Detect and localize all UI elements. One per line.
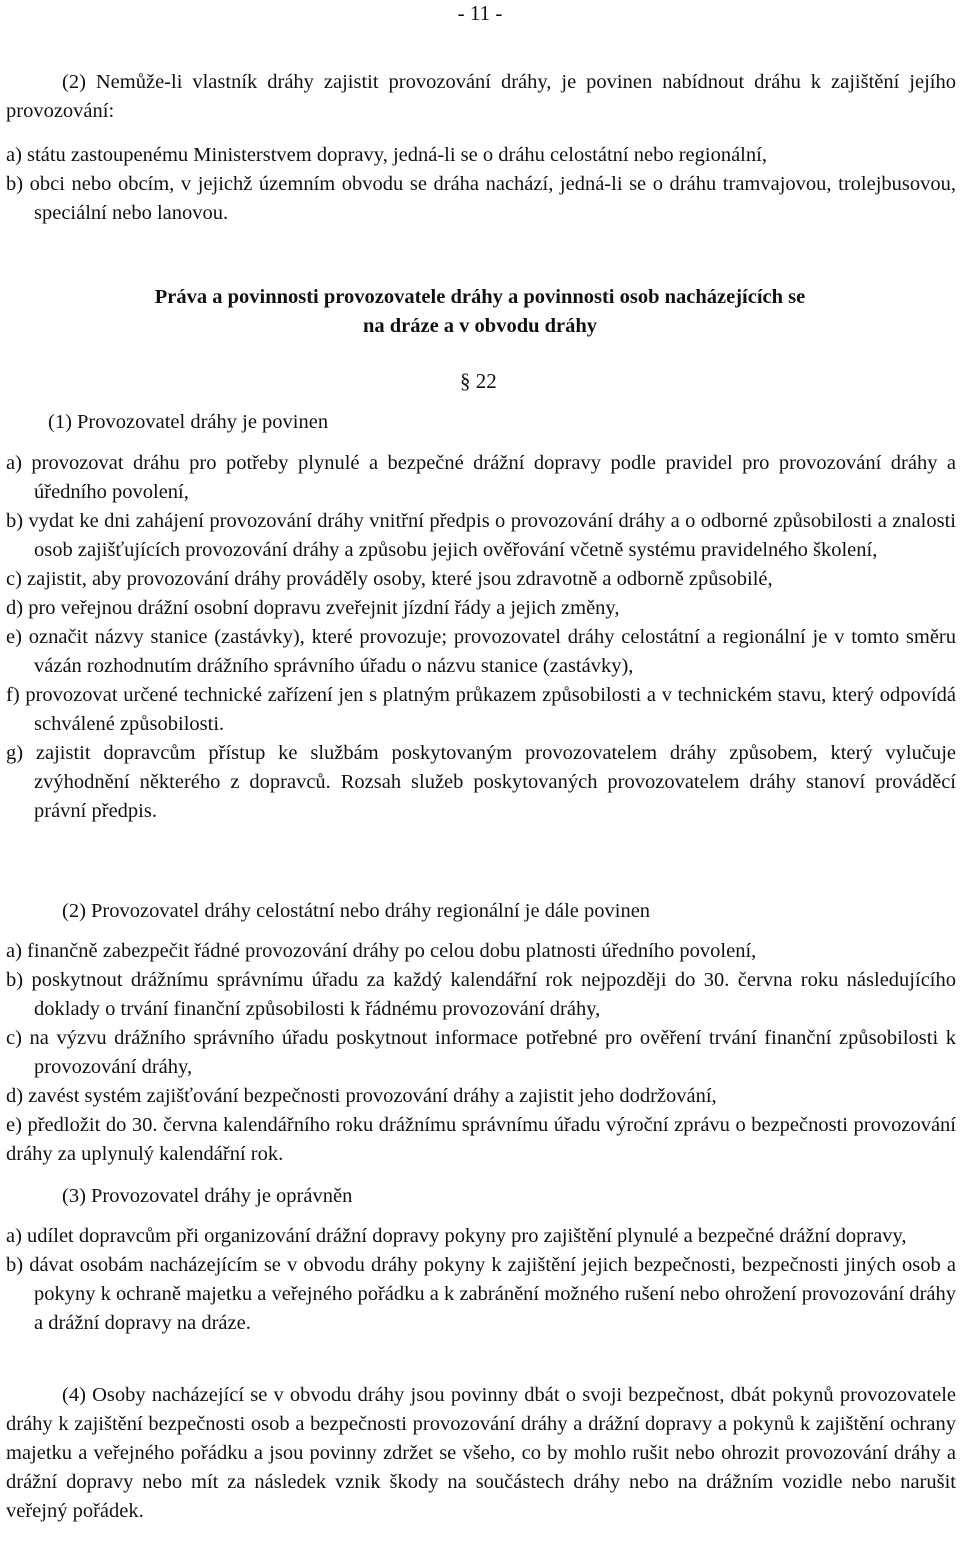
list-item: a) státu zastoupenému Ministerstvem dopravy, jedná-li se o dráhu celostátní nebo regionální,: [6, 144, 767, 166]
list-item: e) předložit do 30. června kalendářního roku drážnímu správnímu úřadu výroční zprávu o bezpečnosti provozování dráhy za uplynulý kalendářní rok.: [6, 1114, 956, 1165]
section-heading-line-2: na dráze a v obvodu dráhy: [362, 315, 598, 337]
intro-list: [6, 141, 956, 228]
list-item: e) označit názvy stanice (zastávky), které provozuje; provozovatel dráhy celostátní a regionální je v tomto směru vázán rozhodnutím drážního správního úřadu o názvu stanice (zastávky),: [6, 626, 956, 677]
paragraph-3-lead: (3) Provozovatel dráhy je oprávněn: [62, 1185, 353, 1207]
list-item: d) zavést systém zajišťování bezpečnosti provozování dráhy a zajistit jeho dodržování,: [6, 1085, 717, 1107]
list-item: a) provozovat dráhu pro potřeby plynulé a bezpečné drážní dopravy podle pravidel pro provozování dráhy a úředního povolení,: [6, 452, 956, 503]
list-item: b) vydat ke dni zahájení provozování dráhy vnitřní předpis o provozování dráhy a o odborné způsobilosti a znalosti osob zajišťujících provozování dráhy a způsobu jejich ověřování včetně systému pravidelného školení,: [6, 510, 956, 561]
paragraph-2-list: [6, 937, 956, 1169]
list-item: b) obci nebo obcím, v jejichž územním obvodu se dráha nachází, jedná-li se o dráhu tramvajovou, trolejbusovou, speciální nebo lanovou.: [6, 173, 956, 224]
list-item: d) pro veřejnou drážní osobní dopravu zveřejnit jízdní řády a jejich změny,: [6, 597, 620, 619]
list-item: b) poskytnout drážnímu správnímu úřadu za každý kalendářní rok nejpozději do 30. června roku následujícího doklady o trvání finanční způsobilosti k řádnému provozování dráhy,: [6, 969, 956, 1020]
list-item: a) udílet dopravcům při organizování drážní dopravy pokyny pro zajištění plynulé a bezpečné drážní dopravy,: [6, 1225, 907, 1247]
list-item: a) finančně zabezpečit řádné provozování dráhy po celou dobu platnosti úředního povolení,: [6, 940, 757, 962]
section-number: § 22: [460, 369, 497, 393]
list-item: g) zajistit dopravcům přístup ke službám poskytovaným provozovatelem dráhy způsobem, který vylučuje zvýhodnění některého z dopravců. Rozsah služeb poskytovaných provozovatelem dráhy stanoví prováděcí právní předpis.: [6, 742, 956, 822]
list-item: b) dávat osobám nacházejícím se v obvodu dráhy pokyny k zajištění jejich bezpečnosti, bezpečnosti jiných osob a pokyny k ochraně majetku a veřejného pořádku a k zabránění možného rušení nebo ohrožení provozování dráhy a drážní dopravy na dráze.: [6, 1254, 956, 1334]
list-item: f) provozovat určené technické zařízení jen s platným průkazem způsobilosti a v technickém stavu, který odpovídá schválené způsobilosti.: [6, 684, 956, 735]
paragraph-1-lead: (1) Provozovatel dráhy je povinen: [48, 411, 329, 433]
list-item: c) zajistit, aby provozování dráhy prováděly osoby, které jsou zdravotně a odborně způsobilé,: [6, 568, 773, 590]
list-item: c) na výzvu drážního správního úřadu poskytnout informace potřebné pro ověření trvání finanční způsobilosti k provozování dráhy,: [6, 1027, 956, 1078]
paragraph-2-lead: (2) Provozovatel dráhy celostátní nebo dráhy regionální je dále povinen: [62, 900, 651, 922]
section-heading-line-1: Práva a povinnosti provozovatele dráhy a povinnosti osob nacházejících se: [154, 286, 806, 308]
paragraph-1-list: [6, 449, 956, 826]
paragraph-4: (4) Osoby nacházející se v obvodu dráhy jsou povinny dbát o svoji bezpečnost, dbát pokynů provozovatele dráhy k zajištění bezpečnosti osob a bezpečnosti provozování dráhy a drážní dopravy a pokynů k zajištění ochrany majetku a veřejného pořádku a jsou povinny zdržet se všeho, co by mohlo rušit nebo ohrozit provozování dráhy a drážní dopravy nebo mít za následek vznik škody na součástech dráhy nebo na drážním vozidle nebo narušit veřejný pořádek.: [6, 1384, 956, 1522]
intro-paragraph: (2) Nemůže-li vlastník dráhy zajistit provozování dráhy, je povinen nabídnout dráhu k zajištění jejího provozování:: [6, 71, 956, 122]
page-number: - 11 -: [457, 1, 503, 25]
paragraph-3-list: [6, 1222, 956, 1338]
